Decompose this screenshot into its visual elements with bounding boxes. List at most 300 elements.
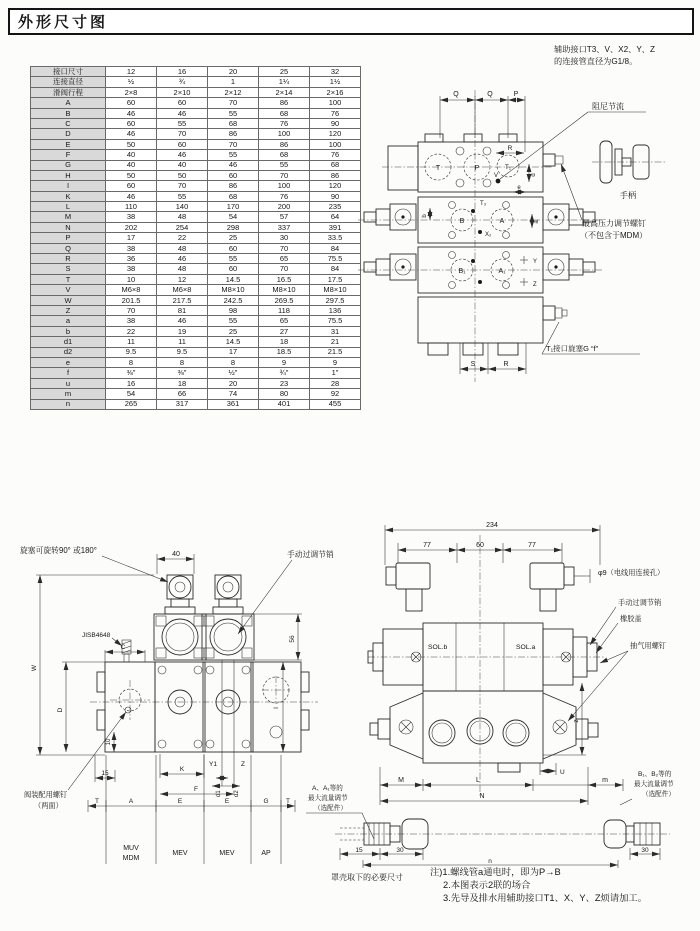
station-row-linework xyxy=(90,662,318,752)
cell-size-32: 235 xyxy=(310,202,361,212)
note-line-2: 2.本图表示2联的场合 xyxy=(443,880,531,890)
mounting-screw-leader xyxy=(68,707,131,790)
dim-t-left-label: T xyxy=(95,798,99,805)
cell-size-25: 70 xyxy=(259,243,310,253)
cell-size-25: 401 xyxy=(259,399,310,409)
manual-pin-callout-left: 手动过调节销 xyxy=(287,550,334,559)
cell-size-20: 98 xyxy=(208,305,259,315)
manual-pin-callout-right: 手动过调节销 xyxy=(618,598,662,607)
cell-size-32: 90 xyxy=(310,191,361,201)
row-label: B xyxy=(31,108,106,118)
handle-linework xyxy=(592,141,666,183)
sol-a-label: SOL.a xyxy=(516,644,536,651)
cell-size-20: 8 xyxy=(208,357,259,367)
cell-size-32: 100 xyxy=(310,98,361,108)
dim-i-label: I xyxy=(273,707,280,709)
cell-size-20: ½" xyxy=(208,368,259,378)
label-z-line: Z xyxy=(241,761,245,768)
cell-size-25: 70 xyxy=(259,264,310,274)
dim-56-label: 56 xyxy=(289,635,296,643)
dim-msm-label: m xyxy=(602,777,608,784)
cell-size-25: 23 xyxy=(259,378,310,388)
cell-size-32: 136 xyxy=(310,305,361,315)
cell-size-32: 84 xyxy=(310,264,361,274)
dim-15 xyxy=(95,755,115,782)
rod-dims xyxy=(340,848,660,868)
cell-size-32: 9 xyxy=(310,357,361,367)
table-row xyxy=(31,233,361,243)
cell-size-20: 17 xyxy=(208,347,259,357)
cell-size-25: 76 xyxy=(259,191,310,201)
dimension-table-body xyxy=(31,67,361,410)
cell-size-32: 76 xyxy=(310,108,361,118)
solenoid-body-linework xyxy=(368,535,604,797)
cell-size-12: 70 xyxy=(106,305,157,315)
cell-size-32: 120 xyxy=(310,181,361,191)
valve-tower1-linework xyxy=(154,575,206,660)
cell-size-25: 55 xyxy=(259,160,310,170)
row-label: C xyxy=(31,118,106,128)
rod-caption: 罩壳取下的必要尺寸 xyxy=(331,873,403,882)
cell-size-20: 361 xyxy=(208,399,259,409)
cell-size-20: 1 xyxy=(208,77,259,87)
table-row xyxy=(31,150,361,160)
flow-adjust-b-line2: 最大流量调节 xyxy=(634,781,674,788)
row-label: 滑阀行程 xyxy=(31,87,106,97)
flow-adjust-a-line2: 最大流量调节 xyxy=(308,795,348,802)
valve-lower-body-linework xyxy=(370,691,598,772)
bleed-screw-callout: 抽气用螺钉 xyxy=(630,641,666,650)
cell-size-25: 68 xyxy=(259,108,310,118)
page-title: 外形尺寸图 xyxy=(8,8,694,35)
cell-size-25: 9 xyxy=(259,357,310,367)
solenoid-valve-drawing xyxy=(368,505,700,805)
port-z-label: Z xyxy=(533,282,537,288)
pressure-screw-callout-line1: 最高压力调节螺钉 xyxy=(582,219,646,228)
cell-size-16: 70 xyxy=(157,129,208,139)
cell-size-32: 120 xyxy=(310,129,361,139)
dim-77b-label: 77 xyxy=(528,542,536,549)
cell-size-32: 76 xyxy=(310,150,361,160)
port-a-label: A xyxy=(499,218,505,225)
cell-size-20: 14.5 xyxy=(208,337,259,347)
row-label: m xyxy=(31,389,106,399)
row-label: u xyxy=(31,378,106,388)
dim-a-small-label: a xyxy=(534,220,540,224)
dim-d-label: D xyxy=(57,707,64,713)
cell-size-16: 46 xyxy=(157,108,208,118)
row-label: R xyxy=(31,254,106,264)
cell-size-12: 46 xyxy=(106,129,157,139)
cell-size-12: 8 xyxy=(106,357,157,367)
cell-size-32: 28 xyxy=(310,378,361,388)
cell-size-25: 57 xyxy=(259,212,310,222)
flow-adjust-b-leader xyxy=(620,799,632,805)
cell-size-32: 64 xyxy=(310,212,361,222)
cell-size-16: ⅜" xyxy=(157,368,208,378)
cell-size-20: 46 xyxy=(208,160,259,170)
cell-size-25: 27 xyxy=(259,326,310,336)
cell-size-16: M6×8 xyxy=(157,285,208,295)
cell-size-25: 18.5 xyxy=(259,347,310,357)
cell-size-20: 2×12 xyxy=(208,87,259,97)
port-t1-label: T₁ xyxy=(504,164,512,171)
dim-77a-label: 77 xyxy=(423,542,431,549)
note-line-1: 注)1.螺线管a通电时，即为P→B xyxy=(430,867,561,877)
row-label: d1 xyxy=(31,337,106,347)
cell-size-32: 2×16 xyxy=(310,87,361,97)
dim-l-label: L xyxy=(476,777,480,784)
row-label: I xyxy=(31,181,106,191)
cell-size-16: 60 xyxy=(157,98,208,108)
table-row xyxy=(31,274,361,284)
cell-size-16: 70 xyxy=(157,181,208,191)
table-row xyxy=(31,212,361,222)
cell-size-12: 60 xyxy=(106,98,157,108)
phi9-callout: φ9（电线用连接孔） xyxy=(598,568,665,577)
cell-size-20: 170 xyxy=(208,202,259,212)
rubber-cap-leader xyxy=(596,623,618,653)
row-label: b xyxy=(31,326,106,336)
cell-size-32: 75.5 xyxy=(310,254,361,264)
cell-size-16: 9.5 xyxy=(157,347,208,357)
table-row xyxy=(31,326,361,336)
cell-size-12: 22 xyxy=(106,326,157,336)
cell-size-12: 2×8 xyxy=(106,87,157,97)
cell-size-12: 38 xyxy=(106,243,157,253)
cell-size-25: 25 xyxy=(259,67,310,77)
note-line-3: 3.先导及排水用辅助接口T1、X、Y、Z烦请加工。 xyxy=(443,893,648,903)
cell-size-20: 55 xyxy=(208,108,259,118)
cell-size-20: 60 xyxy=(208,170,259,180)
cell-size-20: 14.5 xyxy=(208,274,259,284)
table-row xyxy=(31,129,361,139)
cell-size-12: 40 xyxy=(106,150,157,160)
manifold-linework xyxy=(382,90,563,382)
row-label: f xyxy=(31,368,106,378)
row-label: Q xyxy=(31,243,106,253)
cell-size-32: 21.5 xyxy=(310,347,361,357)
dim-n-rod-label: n xyxy=(488,858,492,865)
dim-z-label: z xyxy=(573,719,580,723)
module-mdm-label: MDM xyxy=(122,855,140,862)
cell-size-20: 20 xyxy=(208,378,259,388)
cell-size-25: 65 xyxy=(259,254,310,264)
cell-size-12: 40 xyxy=(106,160,157,170)
cell-size-25: 269.5 xyxy=(259,295,310,305)
cell-size-25: 70 xyxy=(259,170,310,180)
cell-size-12: 110 xyxy=(106,202,157,212)
cell-size-12: 36 xyxy=(106,254,157,264)
cell-size-32: M8×10 xyxy=(310,285,361,295)
cell-size-32: 17.5 xyxy=(310,274,361,284)
row-label: G xyxy=(31,160,106,170)
dim-q2-label: Q xyxy=(487,91,493,98)
cell-size-12: 202 xyxy=(106,222,157,232)
cell-size-20: 20 xyxy=(208,67,259,77)
cell-size-25: 80 xyxy=(259,389,310,399)
table-row xyxy=(31,295,361,305)
table-row xyxy=(31,87,361,97)
dim-b-small-label: b xyxy=(422,214,428,218)
cell-size-32: 75.5 xyxy=(310,316,361,326)
port-y-label: Y xyxy=(533,259,538,265)
cell-size-16: 55 xyxy=(157,118,208,128)
row-label: W xyxy=(31,295,106,305)
port-b-label: B xyxy=(459,218,465,225)
dim-40-label: 40 xyxy=(172,551,180,558)
row-label: 连接直径 xyxy=(31,77,106,87)
cell-size-32: 92 xyxy=(310,389,361,399)
row-label: 接口尺寸 xyxy=(31,67,106,77)
table-row xyxy=(31,118,361,128)
cell-size-25: 337 xyxy=(259,222,310,232)
cell-size-20: 74 xyxy=(208,389,259,399)
dim-w xyxy=(36,575,154,755)
row-label: H xyxy=(31,170,106,180)
cell-size-20: 86 xyxy=(208,181,259,191)
flow-adjust-b-line3: （选配件） xyxy=(642,791,675,798)
dim-10-label: 10 xyxy=(106,738,112,746)
cell-size-32: 90 xyxy=(310,118,361,128)
cell-size-25: 68 xyxy=(259,150,310,160)
cell-size-16: 60 xyxy=(157,139,208,149)
dim-u-label: U xyxy=(560,769,565,776)
table-row xyxy=(31,170,361,180)
table-row xyxy=(31,77,361,87)
port-t-label: T xyxy=(435,165,441,172)
cell-size-12: 17 xyxy=(106,233,157,243)
label-y1: Y1 xyxy=(209,761,217,768)
cell-size-20: 25 xyxy=(208,326,259,336)
cell-size-16: 50 xyxy=(157,170,208,180)
dim-30-left-label: 30 xyxy=(396,847,404,854)
rod-drawing xyxy=(330,806,700,868)
dim-d2-label: d2 xyxy=(234,790,240,797)
mounting-screw-callout-line1: 阀装配用螺钉 xyxy=(24,790,68,799)
table-row xyxy=(31,202,361,212)
dim-s-label: S xyxy=(470,361,476,368)
cell-size-32: 455 xyxy=(310,399,361,409)
dim-g-label: G xyxy=(263,798,269,805)
table-row xyxy=(31,389,361,399)
table-row xyxy=(31,243,361,253)
cell-size-16: 317 xyxy=(157,399,208,409)
pressure-screw-callout-line2: （不包含于MDM） xyxy=(580,231,648,240)
module-mev1-label: MEV xyxy=(172,850,188,857)
cell-size-12: 10 xyxy=(106,274,157,284)
cell-size-25: ¾" xyxy=(259,368,310,378)
cell-size-12: 9.5 xyxy=(106,347,157,357)
handle-callout: 手柄 xyxy=(619,191,637,200)
dim-a-label: A xyxy=(128,798,134,805)
cell-size-32: 84 xyxy=(310,243,361,253)
dim-60-label: 60 xyxy=(476,542,484,549)
manifold-bottom-linework xyxy=(418,297,567,355)
cell-size-16: ¾ xyxy=(157,77,208,87)
dim-k-label: K xyxy=(179,766,185,773)
cell-size-12: 54 xyxy=(106,389,157,399)
jis-label: JISB4648 xyxy=(82,632,111,639)
cell-size-25: 118 xyxy=(259,305,310,315)
damper-leader xyxy=(500,112,646,179)
cell-size-12: 38 xyxy=(106,264,157,274)
dim-f-label: F xyxy=(194,786,198,793)
cell-size-25: 65 xyxy=(259,316,310,326)
cell-size-20: 60 xyxy=(208,243,259,253)
cell-size-12: 38 xyxy=(106,212,157,222)
cell-size-32: 1" xyxy=(310,368,361,378)
dim-r-top xyxy=(496,153,529,192)
valve-row2-linework xyxy=(358,247,602,293)
cell-size-32: 86 xyxy=(310,170,361,180)
table-row xyxy=(31,285,361,295)
valve-tower2-linework xyxy=(202,575,254,660)
cell-size-12: M6×8 xyxy=(106,285,157,295)
cell-size-12: 16 xyxy=(106,378,157,388)
dim-r-bottom-label: R xyxy=(503,361,509,368)
cell-size-12: 11 xyxy=(106,337,157,347)
row-label: d2 xyxy=(31,347,106,357)
port-b1-label: B₁ xyxy=(458,268,466,275)
dim-234 xyxy=(385,525,600,565)
cell-size-12: 50 xyxy=(106,139,157,149)
cell-size-16: 16 xyxy=(157,67,208,77)
port-x2-label: X₂ xyxy=(485,232,492,238)
dim-e-small-label: e xyxy=(517,185,521,191)
top-manifold-drawing xyxy=(356,38,700,404)
row-label: a xyxy=(31,316,106,326)
cell-size-20: 86 xyxy=(208,129,259,139)
table-row xyxy=(31,305,361,315)
module-ap-label: AP xyxy=(261,850,271,857)
cell-size-25: 16.5 xyxy=(259,274,310,284)
cell-size-16: 2×10 xyxy=(157,87,208,97)
dim-q1-label: Q xyxy=(453,91,459,98)
cell-size-12: 60 xyxy=(106,118,157,128)
damper-callout: 阻尼节流 xyxy=(592,102,624,111)
dim-m-label: M xyxy=(398,777,404,784)
table-row xyxy=(31,337,361,347)
table-row xyxy=(31,357,361,367)
cell-size-25: 18 xyxy=(259,337,310,347)
flow-adjust-a-line1: A、A₁等的 xyxy=(312,785,343,792)
cell-size-12: ⅜" xyxy=(106,368,157,378)
cell-size-32: 33.5 xyxy=(310,233,361,243)
cell-size-20: 55 xyxy=(208,150,259,160)
dim-p-label: P xyxy=(513,91,519,98)
cell-size-16: 46 xyxy=(157,150,208,160)
cell-size-25: 2×14 xyxy=(259,87,310,97)
table-row xyxy=(31,98,361,108)
dim-15-rod-label: 15 xyxy=(355,847,363,854)
cell-size-12: 46 xyxy=(106,108,157,118)
table-row xyxy=(31,347,361,357)
mounting-screw-callout-line2: （两面） xyxy=(34,801,63,810)
table-row xyxy=(31,160,361,170)
rubber-cap-callout: 橡胶盖 xyxy=(620,614,642,623)
row-label: V xyxy=(31,285,106,295)
cell-size-32: 68 xyxy=(310,160,361,170)
cell-size-25: 30 xyxy=(259,233,310,243)
row-label: M xyxy=(31,212,106,222)
cell-size-16: 8 xyxy=(157,357,208,367)
cell-size-20: 70 xyxy=(208,98,259,108)
cell-size-32: 32 xyxy=(310,67,361,77)
row-label: e xyxy=(31,357,106,367)
cell-size-16: 66 xyxy=(157,389,208,399)
dim-15-label: 15 xyxy=(101,770,109,777)
front-view-drawing xyxy=(10,540,372,876)
port-a1-label: A₁ xyxy=(498,268,506,275)
cell-size-16: 55 xyxy=(157,191,208,201)
dim-30-right-label: 30 xyxy=(641,847,649,854)
cell-size-16: 48 xyxy=(157,212,208,222)
table-row xyxy=(31,316,361,326)
dim-r-top-label: R xyxy=(507,145,513,152)
dim-q-q-p xyxy=(440,91,525,152)
aux-port-note-line2: 的连接管直径为G1/8。 xyxy=(554,57,638,66)
cell-size-32: 1½ xyxy=(310,77,361,87)
cell-size-32: 391 xyxy=(310,222,361,232)
row-label: F xyxy=(31,150,106,160)
cell-size-12: 50 xyxy=(106,170,157,180)
module-mev2-label: MEV xyxy=(219,850,235,857)
cell-size-16: 40 xyxy=(157,160,208,170)
cell-size-16: 46 xyxy=(157,254,208,264)
cable-elbow-right-linework xyxy=(530,563,590,611)
rotate-callout: 旋塞可旋转90° 或180° xyxy=(20,546,97,555)
cell-size-32: 297.5 xyxy=(310,295,361,305)
table-row xyxy=(31,368,361,378)
cell-size-20: 55 xyxy=(208,316,259,326)
row-label: S xyxy=(31,264,106,274)
cell-size-16: 48 xyxy=(157,264,208,274)
cell-size-12: 12 xyxy=(106,67,157,77)
cell-size-25: 100 xyxy=(259,129,310,139)
cell-size-16: 18 xyxy=(157,378,208,388)
dim-d xyxy=(62,662,105,752)
cell-size-16: 19 xyxy=(157,326,208,336)
cell-size-20: 68 xyxy=(208,191,259,201)
row-label: D xyxy=(31,129,106,139)
cell-size-20: 54 xyxy=(208,212,259,222)
cell-size-20: 242.5 xyxy=(208,295,259,305)
cell-size-25: 100 xyxy=(259,181,310,191)
table-row xyxy=(31,139,361,149)
t1-plug-callout: T₁接口旋塞G “f” xyxy=(546,344,599,353)
cell-size-20: 60 xyxy=(208,264,259,274)
cell-size-16: 46 xyxy=(157,316,208,326)
bleed-screw-leader xyxy=(568,651,628,721)
cell-size-25: 86 xyxy=(259,139,310,149)
cell-size-25: 200 xyxy=(259,202,310,212)
cell-size-12: 265 xyxy=(106,399,157,409)
cell-size-25: M8×10 xyxy=(259,285,310,295)
aux-port-note-line1: 辅助接口T3、V、X2、Y、Z xyxy=(554,45,655,54)
row-label: T xyxy=(31,274,106,284)
cell-size-20: 68 xyxy=(208,118,259,128)
dim-c-label: C xyxy=(120,644,126,651)
cell-size-32: 31 xyxy=(310,326,361,336)
cell-size-16: 22 xyxy=(157,233,208,243)
table-row xyxy=(31,181,361,191)
dimension-table xyxy=(30,66,361,410)
table-row xyxy=(31,191,361,201)
dim-e1-label: E xyxy=(177,798,183,805)
cell-size-20: 298 xyxy=(208,222,259,232)
dim-234-label: 234 xyxy=(486,522,498,529)
